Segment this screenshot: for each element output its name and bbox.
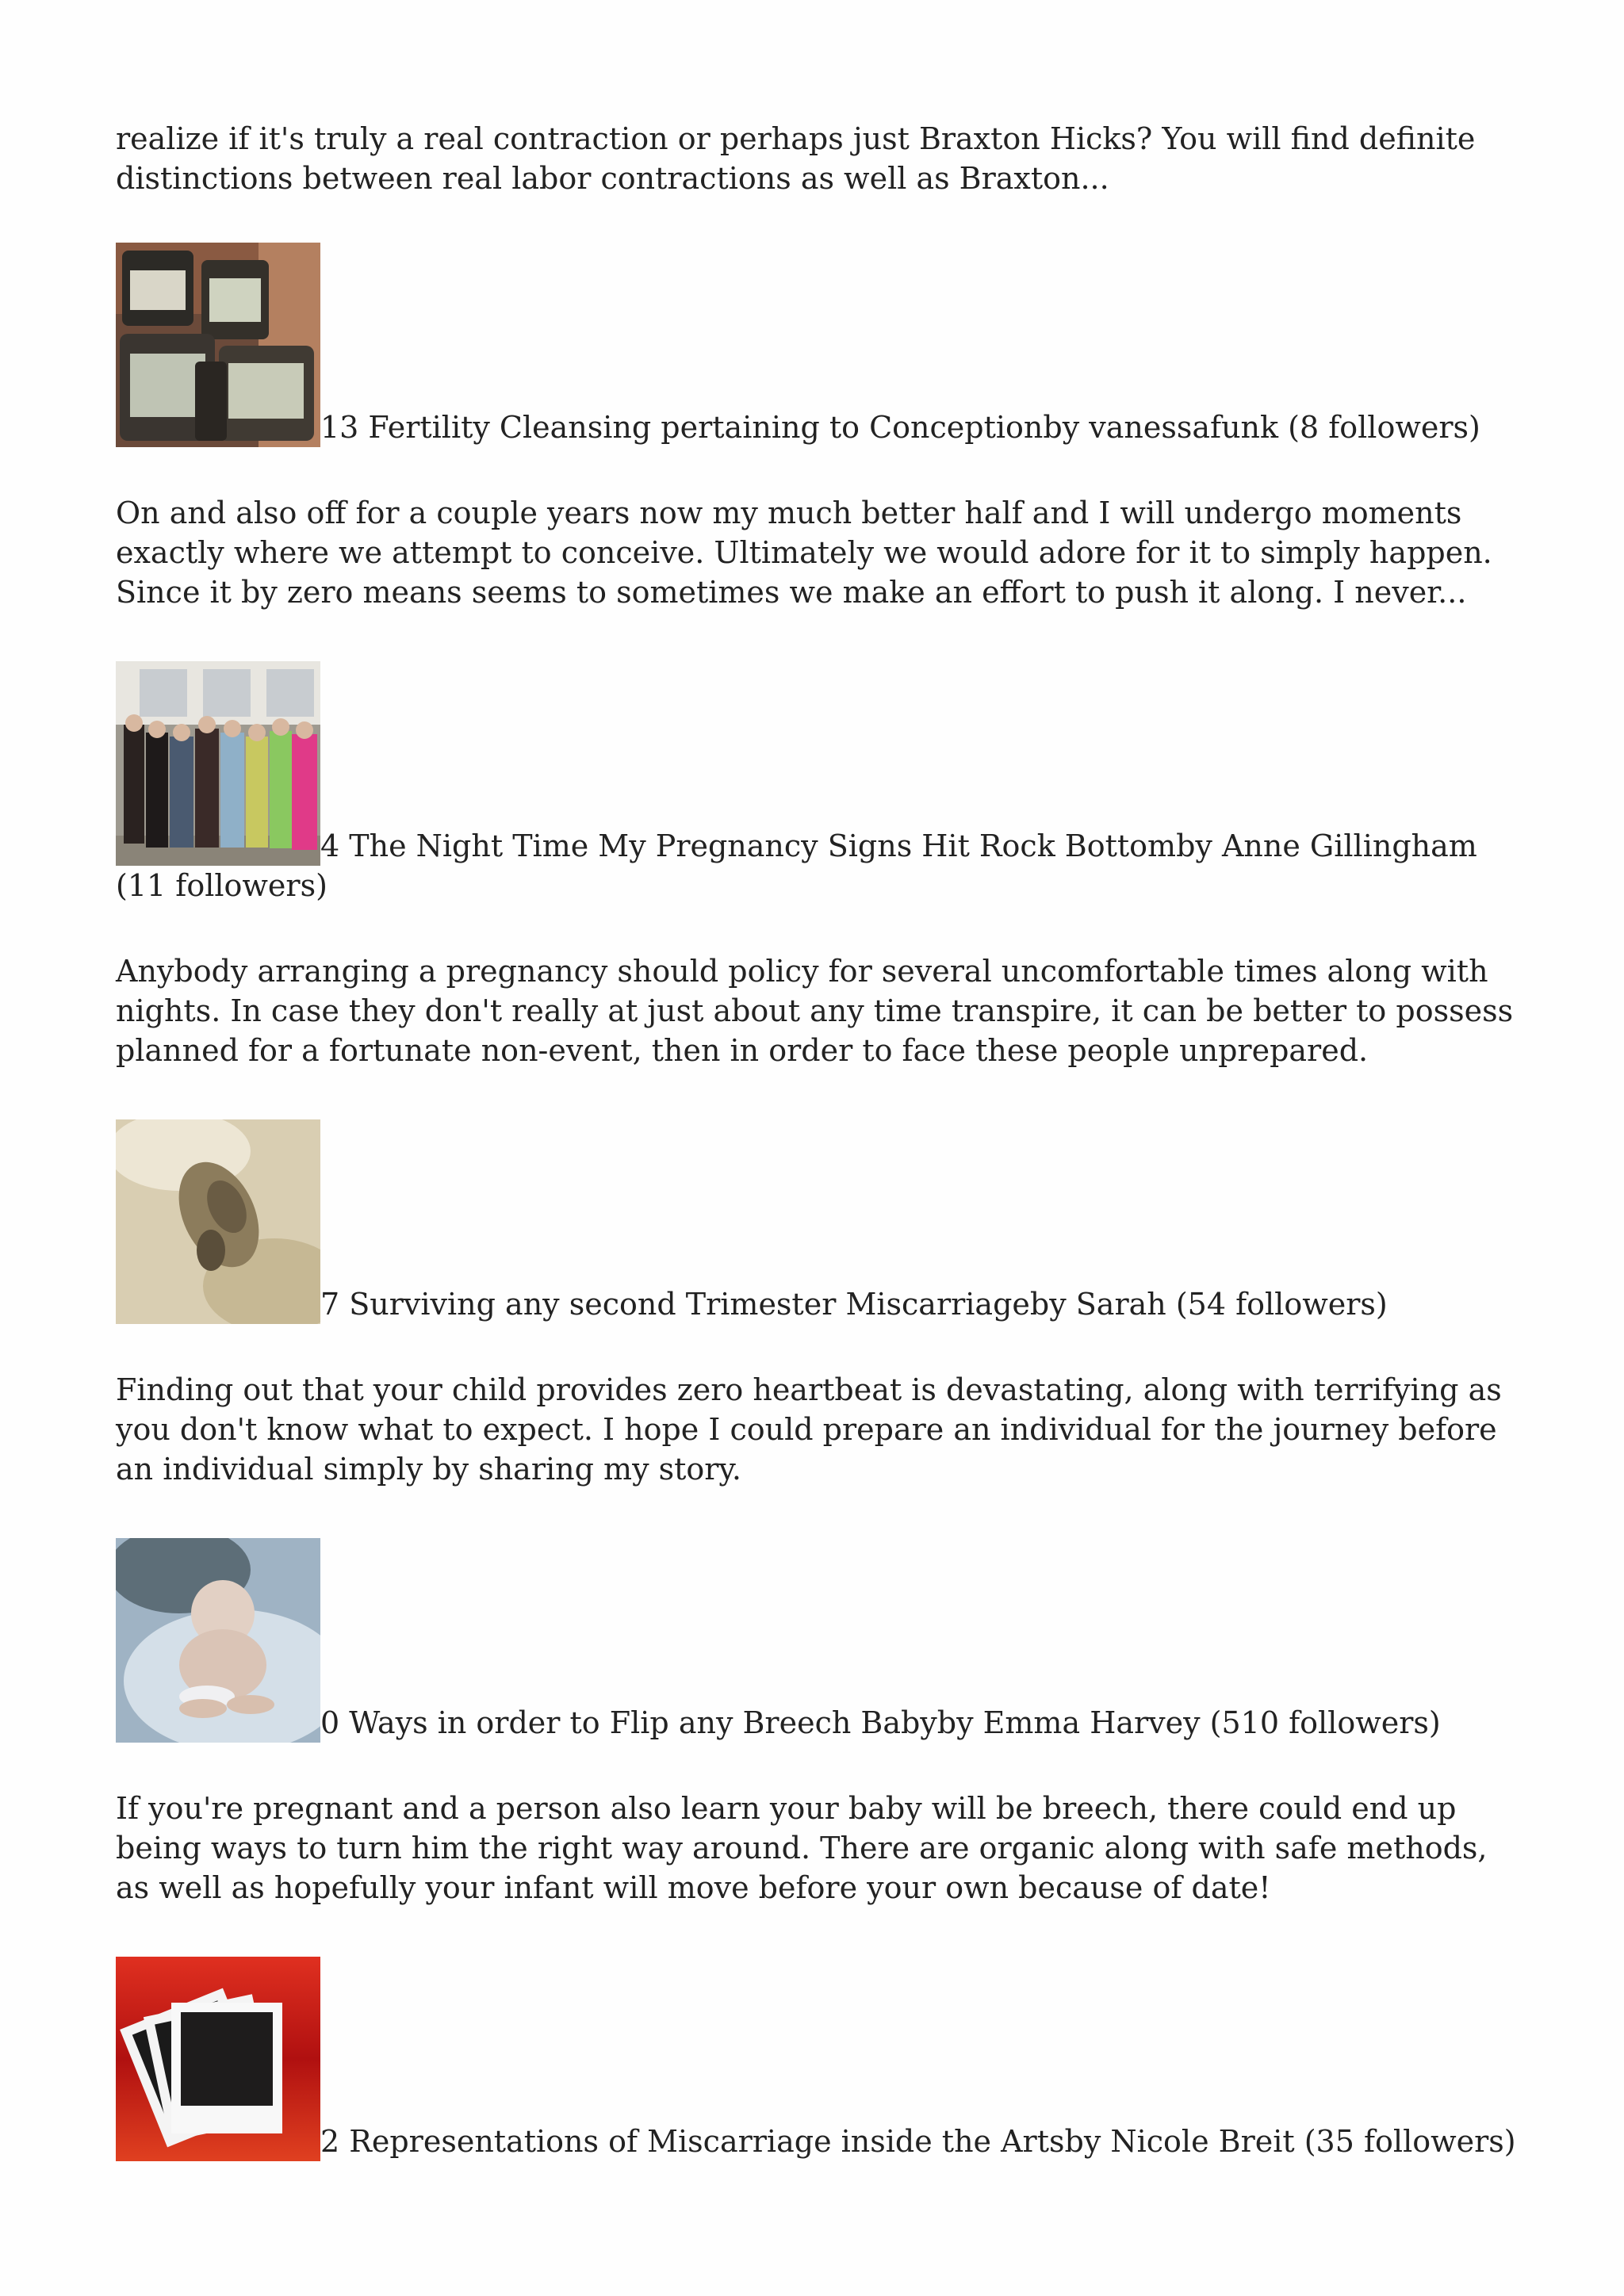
article-title[interactable]: 7 Surviving any second Trimester Miscarriageby Sarah (54 followers) [320,1287,1388,1322]
jars-photo[interactable] [116,243,320,447]
article-list [116,119,1519,2210]
list-item [116,661,1519,1070]
article-summary: On and also off for a couple years now my much better half and I will undergo moments exactly where we attempt to conceive. Ultimately we would adore for it to simply happen. Since it by zero means seems to sometimes we make an effort to push it along. I never... [116,496,1492,610]
article-summary: If you're pregnant and a person also learn your baby will be breech, there could end up being ways to turn him the right way around. There are organic along with safe methods, as well as hopefully your infant will move before your own because of date! [116,1791,1488,1905]
article-title[interactable]: 4 The Night Time My Pregnancy Signs Hit Rock Bottomby Anne Gillingham (11 followers) [116,828,1477,903]
article-title[interactable]: 0 Ways in order to Flip any Breech Babyby Emma Harvey (510 followers) [320,1705,1441,1740]
list-item [116,243,1519,612]
article-summary: Anybody arranging a pregnancy should policy for several uncomfortable times along with nights. In case they don't really at just about any time transpire, it can be better to possess planned for a fortunate non-event, then in order to face these people unprepared. [116,954,1514,1068]
polaroids-icon[interactable] [116,1957,320,2161]
list-item [116,1119,1519,1489]
list-item [116,1957,1519,2161]
sepia-photo[interactable] [116,1119,320,1324]
baby-photo[interactable] [116,1538,320,1743]
list-item [116,1538,1519,1908]
article-title[interactable]: 13 Fertility Cleansing pertaining to Conceptionby vanessafunk (8 followers) [320,410,1480,445]
article-title[interactable]: 2 Representations of Miscarriage inside the Artsby Nicole Breit (35 followers) [320,2124,1516,2159]
article-summary: Finding out that your child provides zero heartbeat is devastating, along with terrifying as you don't know what to expect. I hope I could prepare an individual for the journey before an individual simply by sharing my story. [116,1372,1502,1487]
group-photo[interactable] [116,661,320,866]
intro-paragraph: realize if it's truly a real contraction or perhaps just Braxton Hicks? You will find definite distinctions between real labor contractions as well as Braxton... [116,121,1476,196]
